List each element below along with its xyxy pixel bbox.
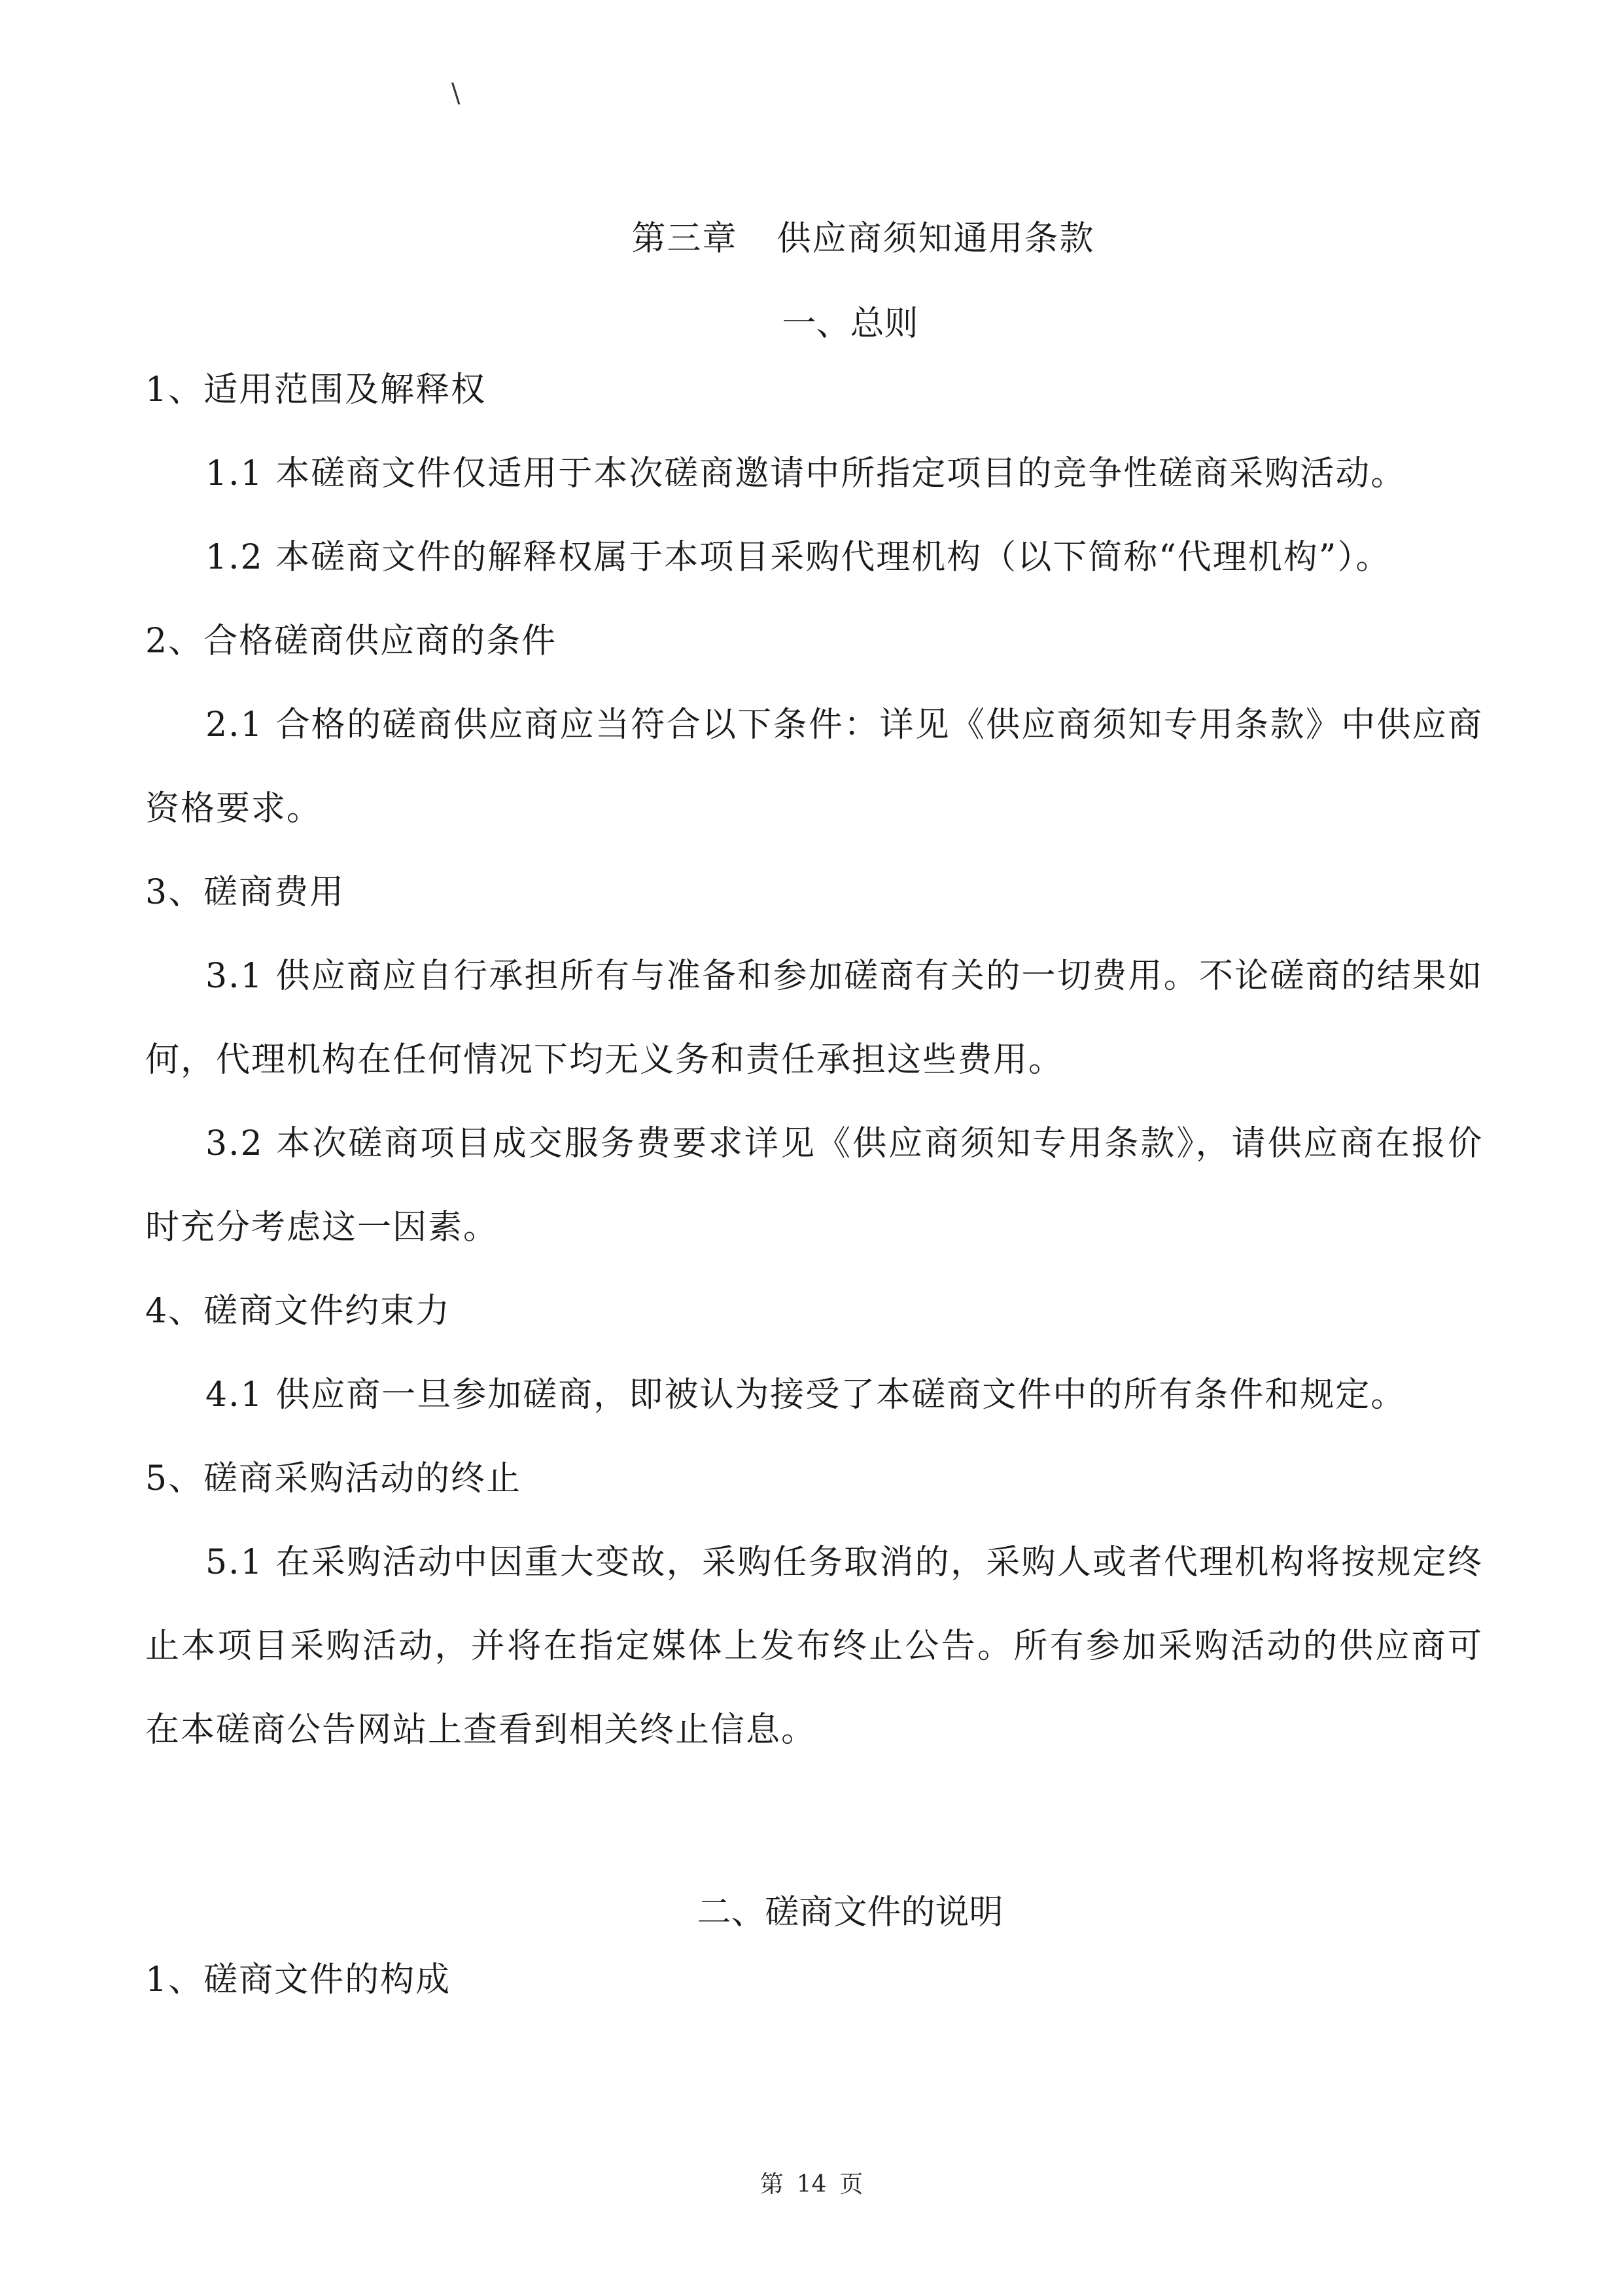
page-number-suffix: 页: [839, 2171, 864, 2198]
heading-document-composition: 1、磋商文件的构成: [145, 1960, 451, 2000]
stray-mark: \: [451, 79, 461, 109]
paragraph-3-1: 3.1 供应商应自行承担所有与准备和参加磋商有关的一切费用。不论磋商的结果如何，代理机构在任何情况下均无义务和责任承担这些费用。: [145, 957, 1483, 1080]
paragraph-5-1: 5.1 在采购活动中因重大变故，采购任务取消的，采购人或者代理机构将按规定终止本项目采购活动，并将在指定媒体上发布终止公告。所有参加采购活动的供应商可在本磋商公告网站上查看到相关终止信息。: [145, 1543, 1483, 1750]
page-footer: [0, 2166, 1623, 2199]
paragraph-2-1: 2.1 合格的磋商供应商应当符合以下条件：详见《供应商须知专用条款》中供应商资格要求。: [145, 705, 1483, 828]
heading-termination: 5、磋商采购活动的终止: [145, 1459, 522, 1498]
paragraph-1-1: 1.1 本磋商文件仅适用于本次磋商邀请中所指定项目的竞争性磋商采购活动。: [205, 454, 1406, 493]
page-number: 14: [796, 2171, 827, 2198]
page-number-prefix: 第: [759, 2171, 784, 2198]
section-title-document-description: 二、磋商文件的说明: [697, 1893, 1003, 1932]
chapter-name: 供应商须知通用条款: [777, 219, 1095, 258]
heading-qualification: 2、合格磋商供应商的条件: [145, 622, 557, 661]
paragraph-3-2: 3.2 本次磋商项目成交服务费要求详见《供应商须知专用条款》，请供应商在报价时充分考虑这一因素。: [145, 1124, 1483, 1247]
paragraph-4-1: 4.1 供应商一旦参加磋商，即被认为接受了本磋商文件中的所有条件和规定。: [205, 1375, 1406, 1415]
chapter-title: [243, 196, 1483, 281]
section-title-general: 一、总则: [782, 304, 918, 344]
paragraph-1-2: 1.2 本磋商文件的解释权属于本项目采购代理机构（以下简称“代理机构”）。: [205, 538, 1391, 577]
chapter-label: 第三章: [631, 219, 738, 258]
page-content: [145, 196, 1483, 2043]
heading-scope: 1、适用范围及解释权: [145, 370, 487, 410]
heading-binding-force: 4、磋商文件约束力: [145, 1292, 451, 1331]
heading-costs: 3、磋商费用: [145, 873, 345, 912]
